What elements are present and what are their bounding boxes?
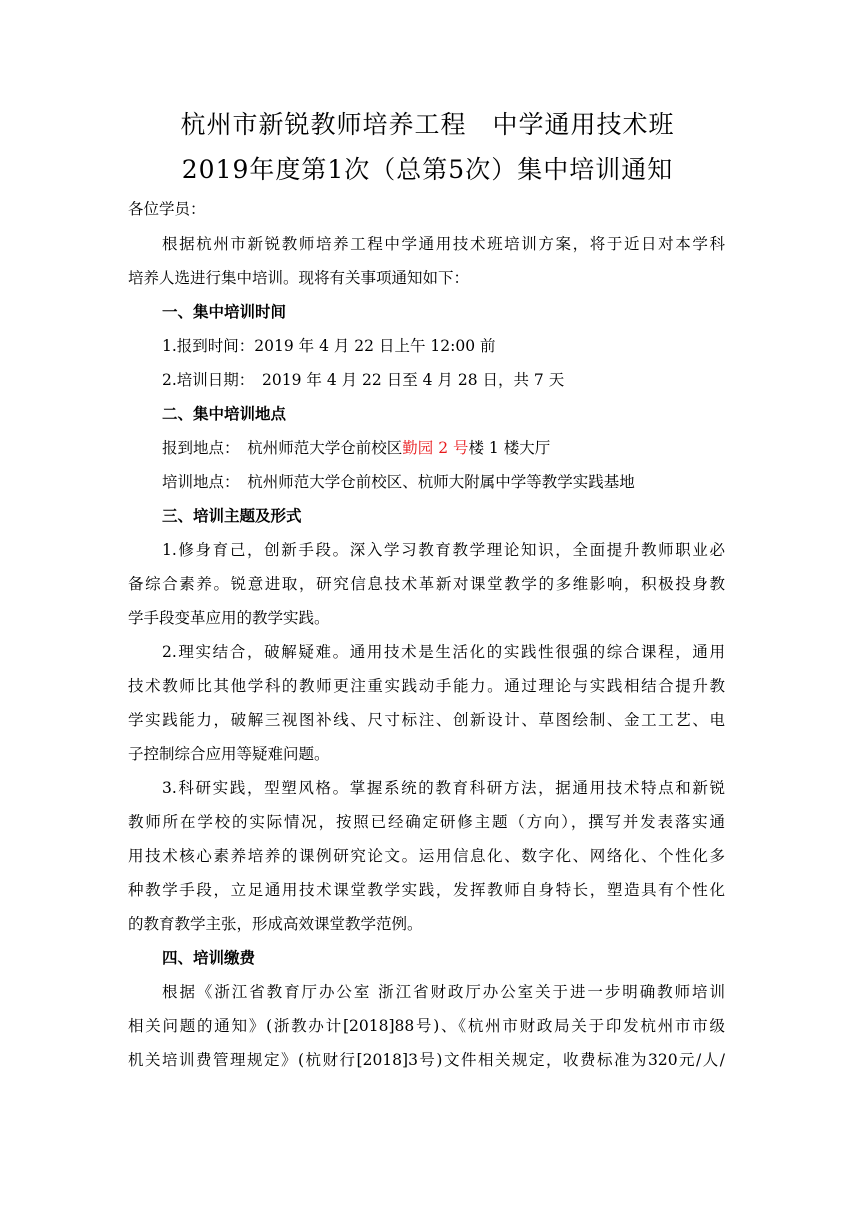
report-location-suffix: 楼 1 楼大厅 bbox=[468, 439, 551, 457]
section-3-p1-line-1: 1.修身育己，创新手段。深入学习教育教学理论知识，全面提升教师职业必 bbox=[162, 541, 725, 559]
document-title-line-1: 杭州市新锐教师培养工程 中学通用技术班 bbox=[180, 110, 675, 139]
section-3-p2-line-3: 学实践能力，破解三视图补线、尺寸标注、创新设计、草图绘制、金工工艺、电 bbox=[128, 711, 725, 729]
section-4-p1-line-3: 机关培训费管理规定》(杭财行[2018]3号)文件相关规定，收费标准为320元/人/ bbox=[128, 1051, 725, 1069]
section-2-heading: 二、集中培训地点 bbox=[162, 404, 287, 423]
section-4-p1-line-1: 根据《浙江省教育厅办公室 浙江省财政厅办公室关于进一步明确教师培训 bbox=[162, 983, 725, 1001]
section-3-p1-line-3: 学手段变革应用的教学实践。 bbox=[128, 609, 330, 627]
section-3-p1-line-2: 备综合素养。锐意进取，研究信息技术革新对课堂教学的多维影响，积极投身教 bbox=[128, 575, 725, 593]
section-3-p2-line-1: 2.理实结合，破解疑难。通用技术是生活化的实践性很强的综合课程，通用 bbox=[162, 643, 725, 661]
document-title-line-2: 2019年度第1次（总第5次）集中培训通知 bbox=[181, 155, 674, 184]
intro-line-1: 根据杭州市新锐教师培养工程中学通用技术班培训方案，将于近日对本学科 bbox=[162, 235, 725, 253]
report-location-highlight: 勤园 2 号 bbox=[402, 439, 469, 457]
section-3-p2-line-2: 技术教师比其他学科的教师更注重实践动手能力。通过理论与实践相结合提升教 bbox=[128, 677, 725, 695]
salutation: 各位学员： bbox=[128, 200, 206, 218]
section-3-p2-line-4: 子控制综合应用等疑难问题。 bbox=[128, 745, 330, 763]
section-1-heading: 一、集中培训时间 bbox=[162, 302, 287, 321]
section-4-heading: 四、培训缴费 bbox=[162, 948, 256, 967]
section-1-item-1: 1.报到时间：2019 年 4 月 22 日上午 12:00 前 bbox=[162, 337, 496, 355]
section-1-item-2: 2.培训日期： 2019 年 4 月 22 日至 4 月 28 日，共 7 天 bbox=[162, 371, 565, 389]
section-3-p3-line-2: 教师所在学校的实际情况，按照已经确定研修主题（方向），撰写并发表落实通 bbox=[128, 813, 725, 831]
report-location-prefix: 报到地点： 杭州师范大学仓前校区 bbox=[162, 439, 403, 457]
section-3-p3-line-3: 用技术核心素养培养的课例研究论文。运用信息化、数字化、网络化、个性化多 bbox=[128, 847, 725, 865]
report-location bbox=[162, 437, 550, 459]
section-3-p3-line-5: 的教育教学主张，形成高效课堂教学范例。 bbox=[128, 915, 423, 933]
section-4-p1-line-2: 相关问题的通知》(浙教办计[2018]88号)、《杭州市财政局关于印发杭州市市级 bbox=[128, 1017, 725, 1035]
training-location: 培训地点： 杭州师范大学仓前校区、杭师大附属中学等教学实践基地 bbox=[162, 473, 635, 491]
section-3-p3-line-4: 种教学手段，立足通用技术课堂教学实践，发挥教师自身特长，塑造具有个性化 bbox=[128, 881, 725, 899]
section-3-p3-line-1: 3.科研实践，型塑风格。掌握系统的教育科研方法，据通用技术特点和新锐 bbox=[162, 779, 725, 797]
section-3-heading: 三、培训主题及形式 bbox=[162, 506, 302, 525]
intro-line-2: 培养人选进行集中培训。现将有关事项通知如下： bbox=[128, 269, 470, 287]
